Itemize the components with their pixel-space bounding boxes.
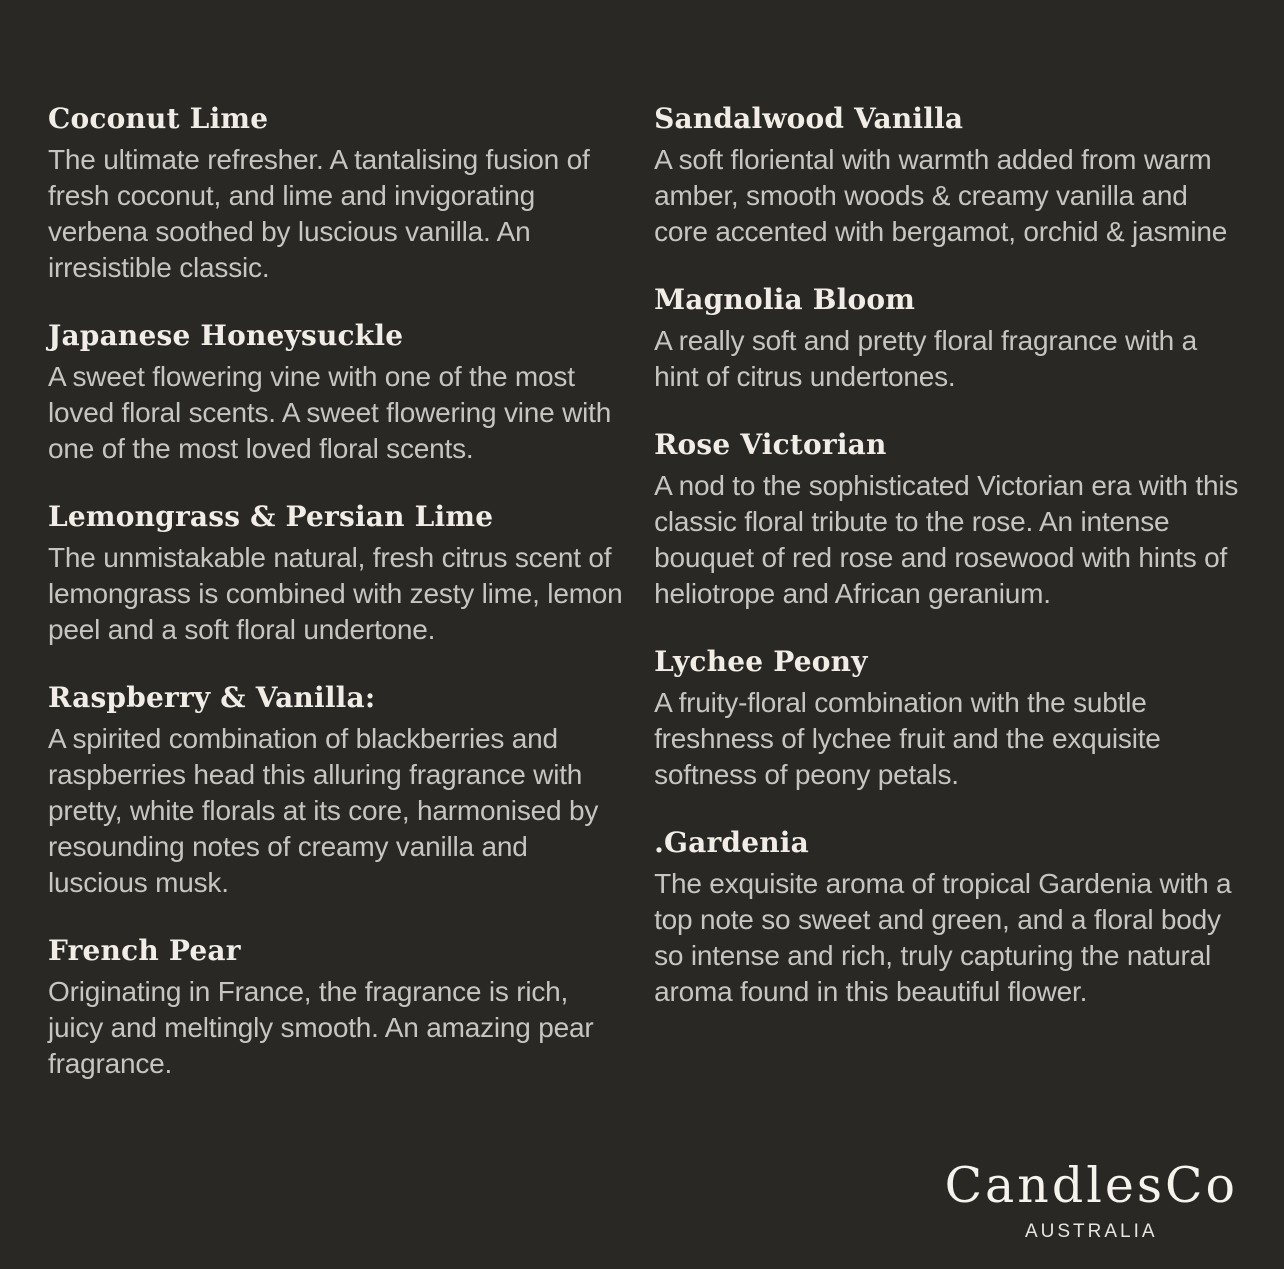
fragrance-section-coconut-lime [48,100,624,286]
brand-logo [944,1157,1238,1243]
fragrance-section-raspberry-vanilla [48,679,624,901]
fragrance-section-rose-victorian [654,426,1240,612]
fragrance-description: The unmistakable natural, fresh citrus scent of lemongrass is combined with zesty lime, lemon peel and a soft floral undertone. [48,542,623,645]
fragrance-title: French Pear [48,934,241,967]
fragrance-title: Magnolia Bloom [654,283,916,316]
fragrance-description: A spirited combination of blackberries and raspberries head this alluring fragrance with pretty, white florals at its core, harmonised by resounding notes of creamy vanilla and luscious musk. [48,723,599,898]
fragrance-section-magnolia-bloom [654,281,1240,395]
fragrance-description: A soft floriental with warmth added from warm amber, smooth woods & creamy vanilla and core accented with bergamot, orchid & jasmine [654,144,1228,247]
fragrance-title: Rose Victorian [654,428,887,461]
fragrance-description: The ultimate refresher. A tantalising fusion of fresh coconut, and lime and invigorating verbena soothed by luscious vanilla. An irresistible classic. [48,144,590,283]
fragrance-section-gardenia [654,824,1240,1010]
fragrance-title: .Gardenia [654,826,809,859]
fragrance-description: A really soft and pretty floral fragrance with a hint of citrus undertones. [654,325,1197,392]
fragrance-title: Japanese Honeysuckle [48,319,404,352]
fragrance-title: Raspberry & Vanilla: [48,681,376,714]
fragrance-title: Lychee Peony [654,645,868,678]
fragrance-section-sandalwood-vanilla [654,100,1240,250]
fragrance-section-japanese-honeysuckle [48,317,624,467]
fragrance-title: Coconut Lime [48,102,269,135]
fragrance-section-french-pear [48,932,624,1082]
right-column [654,100,1240,1269]
fragrance-section-lychee-peony [654,643,1240,793]
fragrance-description: The exquisite aroma of tropical Gardenia with a top note so sweet and green, and a floral body so intense and rich, truly capturing the natural aroma found in this beautiful flower. [654,868,1232,1007]
fragrance-section-lemongrass-persian-lime [48,498,624,648]
fragrance-title: Lemongrass & Persian Lime [48,500,494,533]
fragrance-description: A sweet flowering vine with one of the most loved floral scents. A sweet flowering vine with one of the most loved floral scents. [48,361,612,464]
fragrance-title: Sandalwood Vanilla [654,102,964,135]
fragrance-description: A fruity-floral combination with the subtle freshness of lychee fruit and the exquisite softness of peony petals. [654,687,1161,790]
fragrance-description: Originating in France, the fragrance is rich, juicy and meltingly smooth. An amazing pear fragrance. [48,976,594,1079]
brand-country: AUSTRALIA [1024,1221,1158,1242]
left-column [48,100,624,1269]
brand-name: CandlesCo [944,1157,1238,1214]
fragrance-description: A nod to the sophisticated Victorian era with this classic floral tribute to the rose. An intense bouquet of red rose and rosewood with hints of heliotrope and African geranium. [654,470,1239,609]
